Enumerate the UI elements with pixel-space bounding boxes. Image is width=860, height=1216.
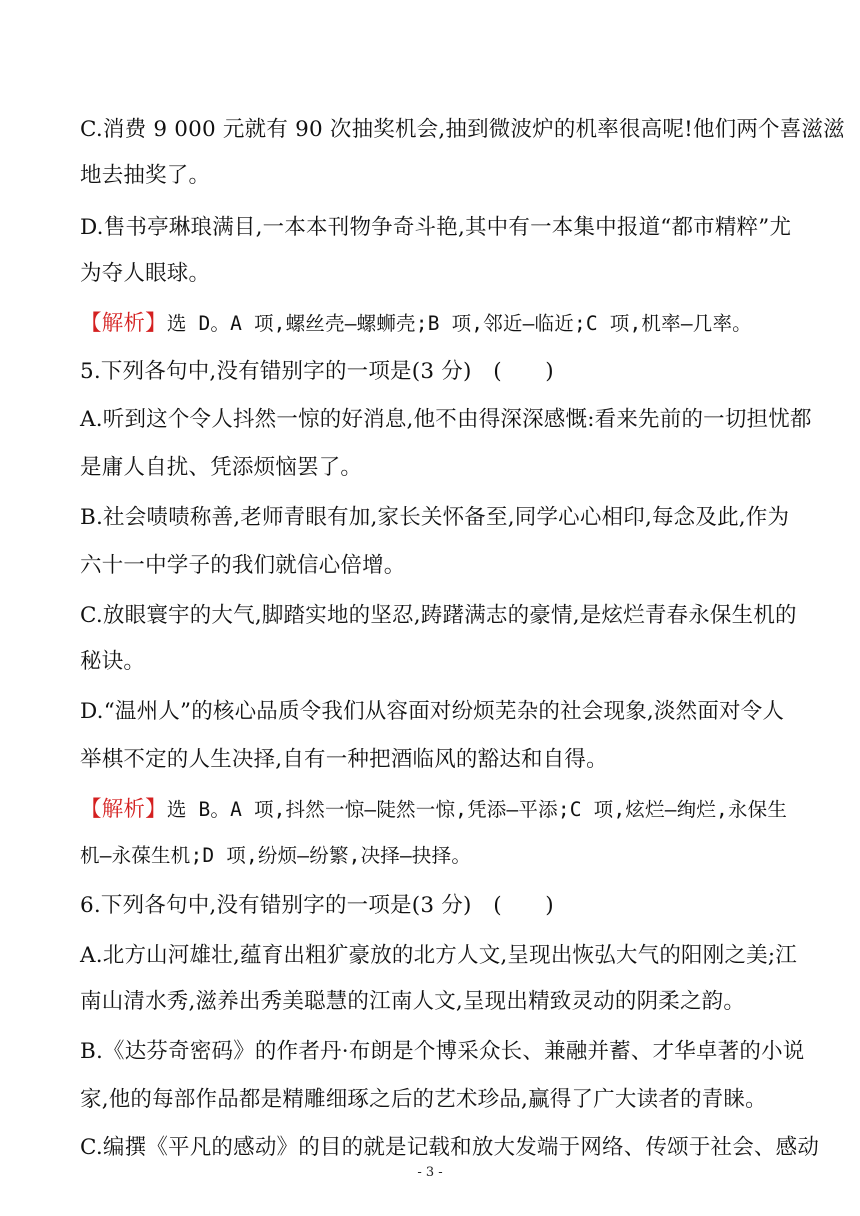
question-stem: 6.下列各句中,没有错别字的一项是(3 分) ( )	[80, 893, 554, 918]
text-line: 举棋不定的人生决择,自有一种把酒临风的豁达和自得。	[80, 747, 608, 772]
analysis-text: 选 D。A 项,螺丝壳—螺蛳壳;B 项,邻近—临近;C 项,机率—几率。	[166, 312, 752, 335]
text-line: 地去抽奖了。	[80, 163, 211, 188]
analysis-text: 选 B。A 项,抖然一惊—陡然一惊,凭添—平添;C 项,炫烂—绚烂,永保生	[166, 798, 788, 821]
text-line: 家,他的每部作品都是精雕细琢之后的艺术珍品,赢得了广大读者的青睐。	[80, 1087, 767, 1112]
text-line: C.编撰《平凡的感动》的目的就是记载和放大发端于网络、传颂于社会、感动	[80, 1135, 820, 1160]
text-line: B.社会啧啧称善,老师青眼有加,家长关怀备至,同学心心相印,每念及此,作为	[80, 505, 790, 530]
question-stem: 5.下列各句中,没有错别字的一项是(3 分) ( )	[80, 359, 554, 384]
text-line: A.北方山河雄壮,蕴育出粗犷豪放的北方人文,呈现出恢弘大气的阳刚之美;江	[80, 943, 797, 968]
text-line: 六十一中学子的我们就信心倍增。	[80, 553, 406, 578]
page-number: - 3 -	[417, 1165, 443, 1180]
text-line: D.售书亭琳琅满目,一本本刊物争奇斗艳,其中有一本集中报道“都市精粹”尤	[80, 215, 792, 240]
text-line: C.消费 9 000 元就有 90 次抽奖机会,抽到微波炉的机率很高呢!他们两个喜滋滋	[80, 117, 845, 142]
text-line: D.“温州人”的核心品质令我们从容面对纷烦芜杂的社会现象,淡然面对令人	[80, 699, 785, 724]
text-line: 南山清水秀,滋养出秀美聪慧的江南人文,呈现出精致灵动的阴柔之韵。	[80, 989, 746, 1014]
text-line: B.《达芬奇密码》的作者丹·布朗是个博采众长、兼融并蓄、才华卓著的小说	[80, 1039, 805, 1064]
text-line: A.听到这个令人抖然一惊的好消息,他不由得深深感慨:看来先前的一切担忧都	[80, 407, 812, 432]
analysis-text: 机—永葆生机;D 项,纷烦—纷繁,决择—抉择。	[80, 844, 472, 867]
text-line: 为夺人眼球。	[80, 261, 211, 286]
text-line: 是庸人自扰、凭添烦恼罢了。	[80, 455, 363, 480]
analysis-label: 【解析】	[80, 311, 167, 336]
analysis-line	[80, 794, 788, 826]
analysis-line	[80, 308, 782, 340]
analysis-label: 【解析】	[80, 797, 167, 822]
text-line: C.放眼寰宇的大气,脚踏实地的坚忍,踌躇满志的豪情,是炫烂青春永保生机的	[80, 603, 797, 628]
text-line: 秘诀。	[80, 649, 146, 674]
